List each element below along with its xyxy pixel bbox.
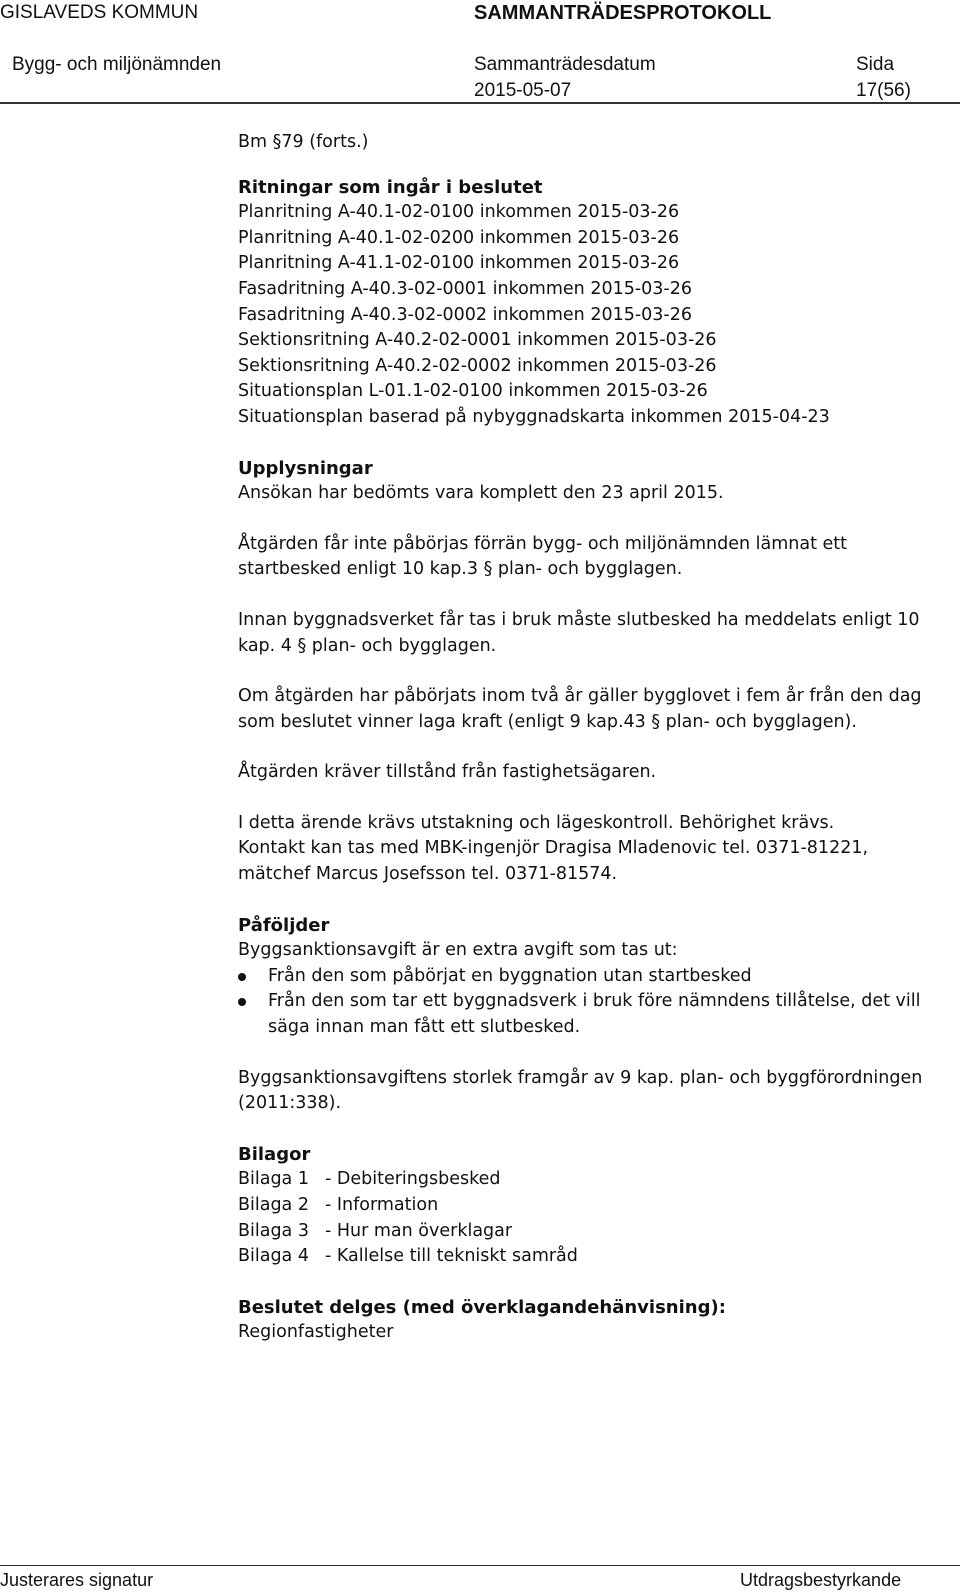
info-final-permit-line: Innan byggnadsverket får tas i bruk måste slutbesked ha meddelats enligt 10 xyxy=(238,609,920,630)
committee-name: Bygg- och miljönämnden xyxy=(12,54,222,75)
penalty-size-line: (2011:338). xyxy=(238,1093,342,1114)
penalty-text: Från den som tar ett byggnadsverk i bruk före nämndens tillåtelse, det vill xyxy=(268,991,921,1012)
penalties-intro: Byggsanktionsavgift är en extra avgift som tas ut: xyxy=(238,940,678,961)
footer-certification-label: Utdragsbestyrkande xyxy=(740,1570,902,1590)
drawing-item: Planritning A-41.1-02-0100 inkommen 2015-03-26 xyxy=(238,253,680,274)
info-validity-line: Om åtgärden har påbörjats inom två år gäller bygglovet i fem år från den dag xyxy=(238,686,922,707)
penalty-size-line: Byggsanktionsavgiftens storlek framgår av 9 kap. plan- och byggförordningen xyxy=(238,1067,923,1088)
list-item xyxy=(238,1167,928,1193)
drawings-heading: Ritningar som ingår i beslutet xyxy=(238,176,543,198)
list-item xyxy=(238,1244,928,1270)
document-body xyxy=(238,130,928,1346)
info-start-permit-line: startbesked enligt 10 kap.3 § plan- och bygglagen. xyxy=(238,559,683,580)
drawing-item: Sektionsritning A-40.2-02-0002 inkommen 2015-03-26 xyxy=(238,355,717,376)
drawing-item: Situationsplan baserad på nybyggnadskarta inkommen 2015-04-23 xyxy=(238,406,830,427)
drawing-item: Sektionsritning A-40.2-02-0001 inkommen 2015-03-26 xyxy=(238,330,717,351)
footer-divider xyxy=(0,1565,960,1566)
penalties-heading: Påföljder xyxy=(238,914,330,936)
info-contact-line: mätchef Marcus Josefsson tel. 0371-81574. xyxy=(238,864,618,885)
list-item xyxy=(238,1193,928,1219)
info-validity-line: som beslutet vinner laga kraft (enligt 9 kap.43 § plan- och bygglagen). xyxy=(238,711,857,732)
attachment-number: Bilaga 4 xyxy=(238,1246,309,1267)
footer-signature-label: Justerares signatur xyxy=(0,1570,154,1590)
penalty-text: Från den som påbörjat en byggnation utan startbesked xyxy=(268,965,752,986)
list-item xyxy=(238,1219,928,1245)
municipality-name: GISLAVEDS KOMMUN xyxy=(0,2,199,23)
drawing-item: Fasadritning A-40.3-02-0002 inkommen 2015-03-26 xyxy=(238,304,693,325)
page-header xyxy=(0,0,960,102)
info-final-permit-line: kap. 4 § plan- och bygglagen. xyxy=(238,635,497,656)
bullet-icon xyxy=(238,998,246,1006)
info-owner-permission: Åtgärden kräver tillstånd från fastighetsägaren. xyxy=(238,762,657,783)
penalties-list xyxy=(238,964,928,1041)
list-item xyxy=(238,989,928,1040)
info-contact-line: Kontakt kan tas med MBK-ingenjör Dragisa Mladenovic tel. 0371-81221, xyxy=(238,838,869,859)
attachment-number: Bilaga 1 xyxy=(238,1169,309,1190)
distribution-recipient: Regionfastigheter xyxy=(238,1322,394,1343)
attachment-title: - Kallelse till tekniskt samråd xyxy=(325,1246,578,1267)
drawing-item: Planritning A-40.1-02-0100 inkommen 2015-03-26 xyxy=(238,202,680,223)
info-heading: Upplysningar xyxy=(238,457,373,479)
page-label: Sida xyxy=(856,54,895,75)
page-number: 17(56) xyxy=(856,80,911,101)
document-type: SAMMANTRÄDESPROTOKOLL xyxy=(474,2,772,24)
drawings-list xyxy=(238,200,928,430)
meeting-date-label: Sammanträdesdatum xyxy=(474,54,656,75)
header-divider xyxy=(0,102,960,104)
bullet-icon xyxy=(238,973,246,981)
attachment-title: - Hur man överklagar xyxy=(325,1220,513,1241)
attachments-heading: Bilagor xyxy=(238,1143,311,1165)
attachment-title: - Information xyxy=(325,1195,439,1215)
distribution-heading: Beslutet delges (med överklagandehänvisning): xyxy=(238,1296,726,1318)
attachment-number: Bilaga 2 xyxy=(238,1195,309,1215)
drawing-item: Situationsplan L-01.1-02-0100 inkommen 2015-03-26 xyxy=(238,381,708,402)
attachment-number: Bilaga 3 xyxy=(238,1220,309,1241)
attachments-list xyxy=(238,1167,928,1269)
info-start-permit-line: Åtgärden får inte påbörjas förrän bygg- och miljönämnden lämnat ett xyxy=(238,533,848,554)
info-staking-line: I detta ärende krävs utstakning och lägeskontroll. Behörighet krävs. xyxy=(238,812,835,833)
drawing-item: Fasadritning A-40.3-02-0001 inkommen 2015-03-26 xyxy=(238,278,693,299)
continued-heading: Bm §79 (forts.) xyxy=(238,132,369,152)
list-item xyxy=(238,964,928,990)
meeting-date-value: 2015-05-07 xyxy=(474,80,572,101)
info-complete: Ansökan har bedömts vara komplett den 23 april 2015. xyxy=(238,483,724,504)
drawing-item: Planritning A-40.1-02-0200 inkommen 2015-03-26 xyxy=(238,227,680,248)
penalty-text: säga innan man fått ett slutbesked. xyxy=(268,1017,581,1038)
attachment-title: - Debiteringsbesked xyxy=(325,1169,501,1190)
